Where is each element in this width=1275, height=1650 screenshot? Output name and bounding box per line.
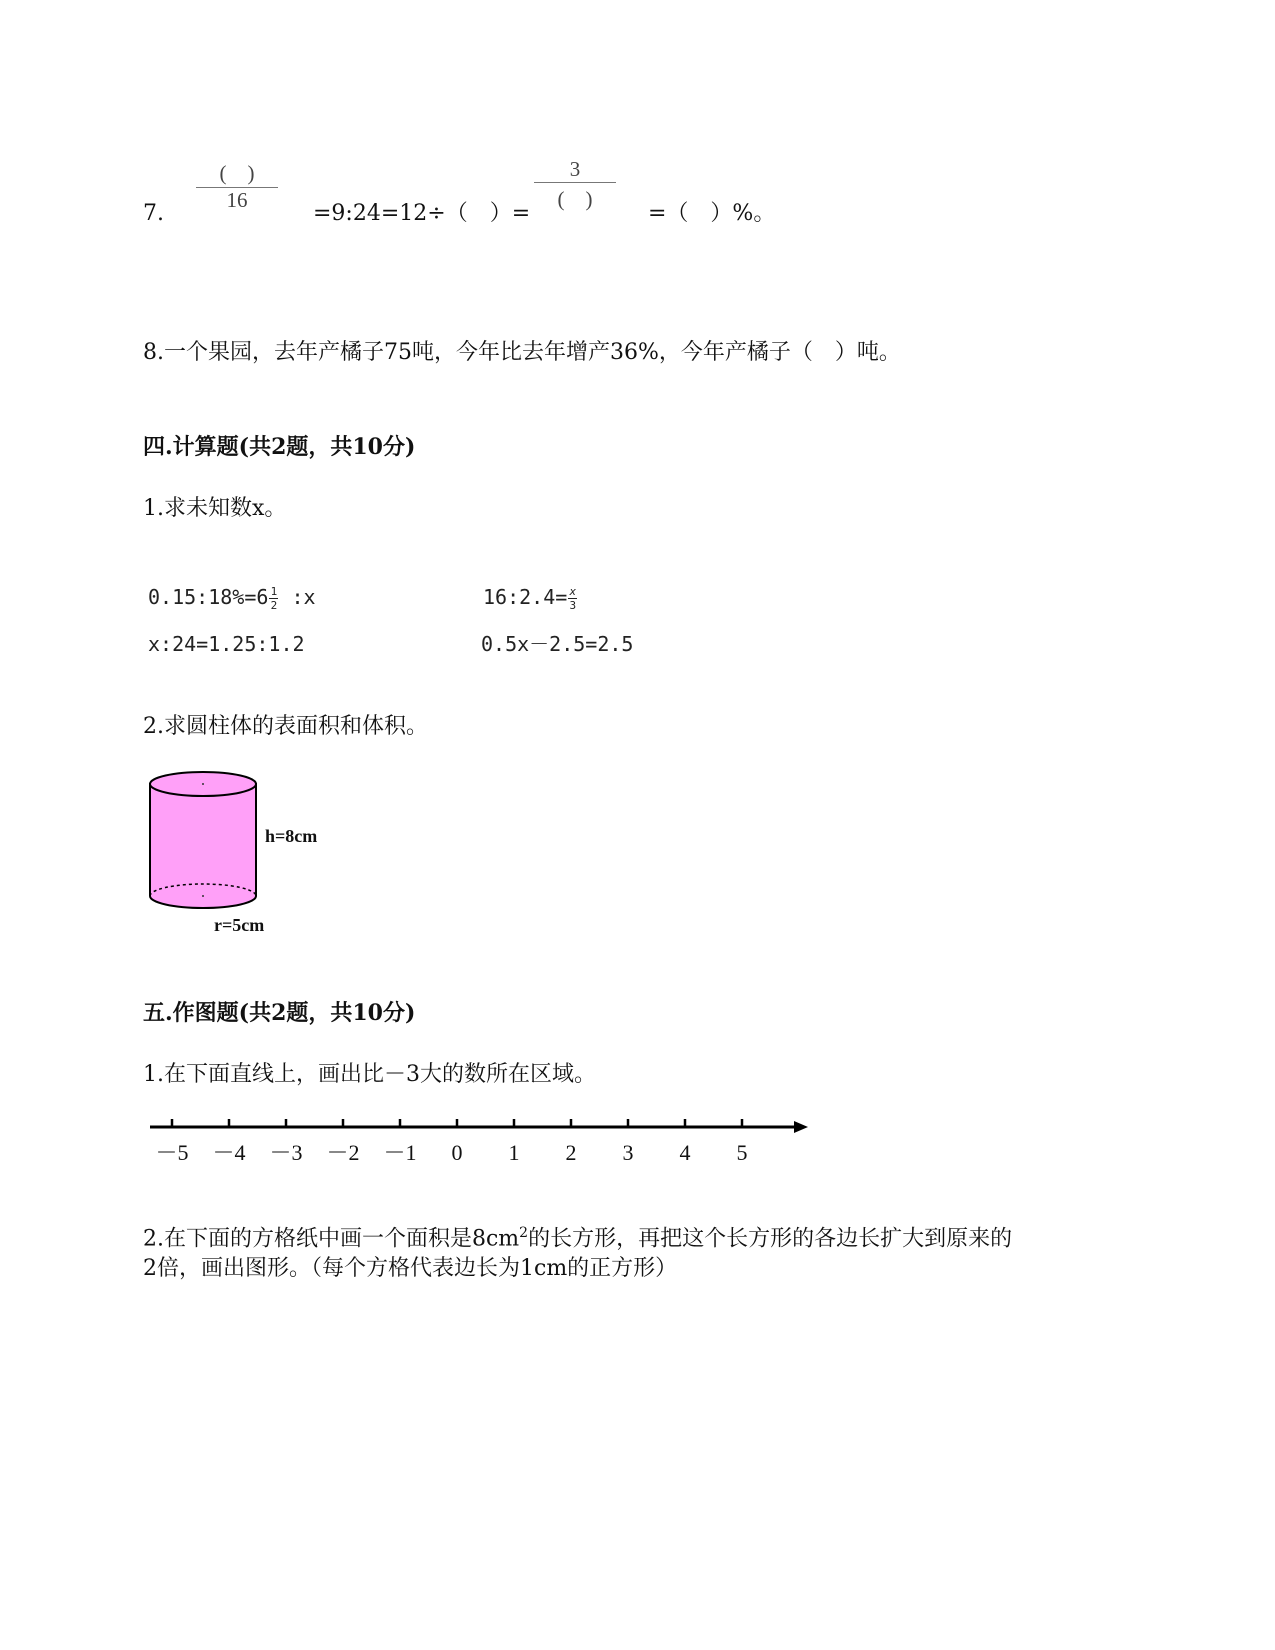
- fraction-x-over-3: [568, 586, 577, 611]
- fraction-numerator: 3: [569, 157, 581, 181]
- section-5-heading: 五.作图题(共2题，共10分): [143, 1000, 416, 1026]
- number-line-label: 4: [679, 1140, 691, 1165]
- center-dot: [202, 783, 204, 785]
- equation-1-right: :x: [291, 585, 316, 609]
- equation-1: [148, 586, 316, 611]
- fraction-denominator: 3: [569, 599, 577, 612]
- number-line-label: －3: [269, 1140, 303, 1165]
- question-8: 8.一个果园，去年产橘子75吨，今年比去年增产36%，今年产橘子（ ）吨。: [143, 340, 901, 365]
- equation-4: 0.5x－2.5=2.5: [481, 632, 634, 656]
- height-label: h=8cm: [265, 826, 318, 846]
- s4-q1-prompt: 1.求未知数x。: [143, 496, 287, 521]
- fraction-blank-over-16: [196, 157, 278, 213]
- number-line-label: 2: [565, 1140, 577, 1165]
- number-line-label: －2: [326, 1140, 360, 1165]
- fraction-numerator: ( ): [219, 161, 255, 185]
- equation-2-left: 16:2.4=: [483, 585, 568, 609]
- number-line-label: 3: [622, 1140, 634, 1165]
- equation-2: [483, 586, 578, 611]
- s5-q1-prompt: 1.在下面直线上，画出比－3大的数所在区域。: [143, 1062, 596, 1087]
- fraction-3-over-blank: [534, 157, 616, 213]
- number-line-label: 1: [508, 1140, 520, 1165]
- center-dot: [202, 895, 204, 897]
- percent-blank: =（ ）%。: [648, 201, 776, 226]
- text-part: 2.在下面的方格纸中画一个面积是8cm: [143, 1226, 520, 1252]
- s4-q2-prompt: 2.求圆柱体的表面积和体积。: [143, 714, 428, 739]
- number-line-label: 0: [451, 1140, 463, 1165]
- equation-3: x:24=1.25:1.2: [148, 632, 305, 656]
- number-line-arrow: [794, 1121, 808, 1133]
- number-line-label: －5: [155, 1140, 189, 1165]
- cylinder-body: [150, 784, 256, 908]
- radius-label: r=5cm: [214, 915, 265, 935]
- number-line: [140, 1108, 830, 1168]
- mixed-fraction: [269, 586, 278, 611]
- fraction-denominator: ( ): [557, 187, 593, 211]
- superscript: 2: [519, 1225, 529, 1241]
- text-part: 的长方形，再把这个长方形的各边长扩大到原来的: [528, 1226, 1013, 1252]
- s5-q2-line2: 2倍，画出图形。（每个方格代表边长为1cm的正方形）: [143, 1256, 678, 1281]
- number-line-label: －1: [383, 1140, 417, 1165]
- fraction-numerator: x: [569, 585, 577, 598]
- fraction-denominator: 2: [270, 599, 278, 612]
- number-line-label: －4: [212, 1140, 246, 1165]
- s5-q2-line1: [143, 1226, 1012, 1250]
- question-number: 7.: [143, 201, 164, 226]
- ratio-chain: =9:24=12÷（ ）=: [313, 201, 531, 226]
- number-line-label: 5: [736, 1140, 748, 1165]
- equation-1-left: 0.15:18%=6: [148, 585, 269, 609]
- fraction-denominator: 16: [226, 188, 248, 212]
- section-4-heading: 四.计算题(共2题，共10分): [143, 434, 416, 460]
- fraction-numerator: 1: [270, 585, 278, 598]
